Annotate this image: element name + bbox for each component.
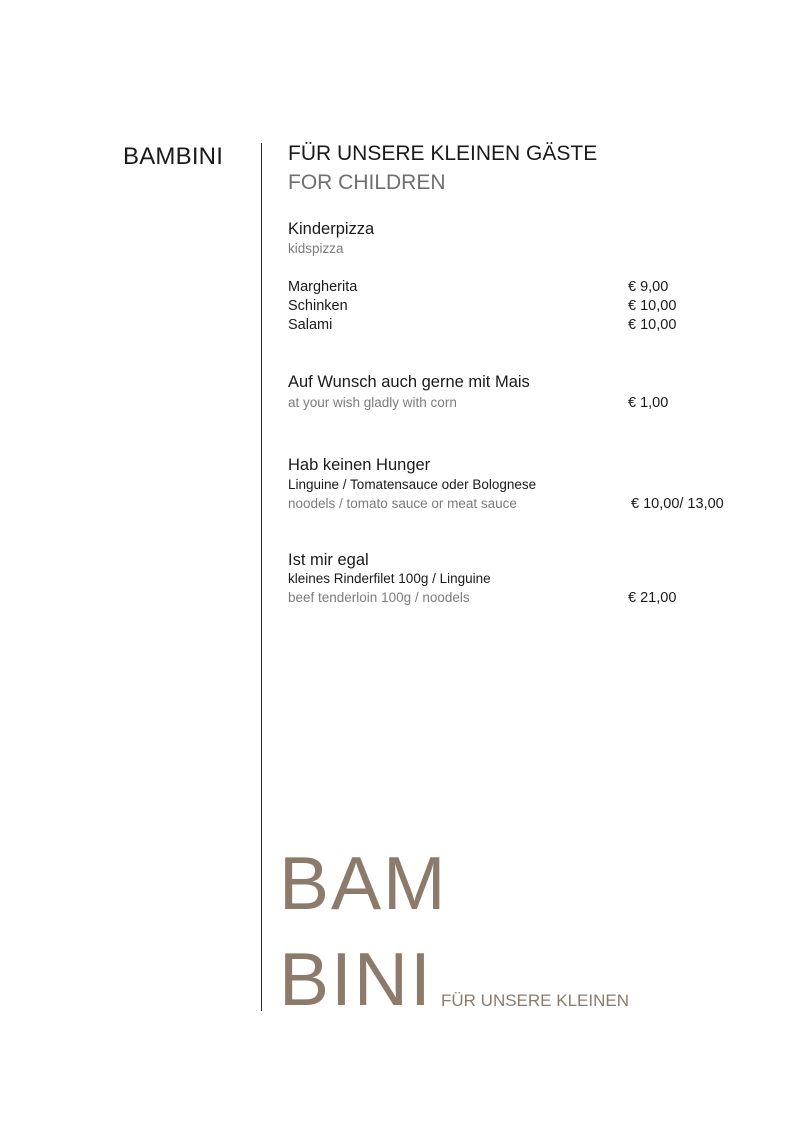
menu-item-price: € 10,00	[628, 317, 677, 333]
section-price-mais: € 1,00	[628, 395, 669, 411]
header-title-de: FÜR UNSERE KLEINEN GÄSTE	[288, 142, 598, 165]
section-title-kinderpizza: Kinderpizza	[288, 220, 375, 238]
header-title-en: FOR CHILDREN	[288, 171, 446, 194]
side-title: BAMBINI	[123, 143, 224, 170]
section-subtitle-kidspizza: kidspizza	[288, 241, 344, 256]
section-desc-de-hunger: Linguine / Tomatensauce oder Bolognese	[288, 477, 537, 492]
section-title-hunger: Hab keinen Hunger	[288, 456, 431, 474]
menu-item-name: Margherita	[288, 279, 358, 295]
section-title-egal: Ist mir egal	[288, 551, 369, 569]
section-price-egal: € 21,00	[628, 590, 677, 606]
big-title-line1: BAM	[279, 841, 448, 925]
menu-item-price: € 9,00	[628, 279, 669, 295]
footer-tagline: FÜR UNSERE KLEINEN	[441, 991, 629, 1010]
big-title-line2: BINI	[279, 937, 433, 1021]
section-desc-de-egal: kleines Rinderfilet 100g / Linguine	[288, 571, 491, 586]
menu-item-name: Salami	[288, 317, 333, 333]
section-price-hunger: € 10,00/ 13,00	[631, 496, 724, 512]
section-title-mais: Auf Wunsch auch gerne mit Mais	[288, 373, 530, 391]
menu-item-price: € 10,00	[628, 298, 677, 314]
section-desc-en-egal: beef tenderloin 100g / noodels	[288, 590, 470, 605]
divider-line	[261, 143, 262, 1011]
section-desc-en-hunger: noodels / tomato sauce or meat sauce	[288, 496, 517, 511]
menu-item-name: Schinken	[288, 298, 348, 314]
section-subtitle-corn: at your wish gladly with corn	[288, 395, 457, 410]
